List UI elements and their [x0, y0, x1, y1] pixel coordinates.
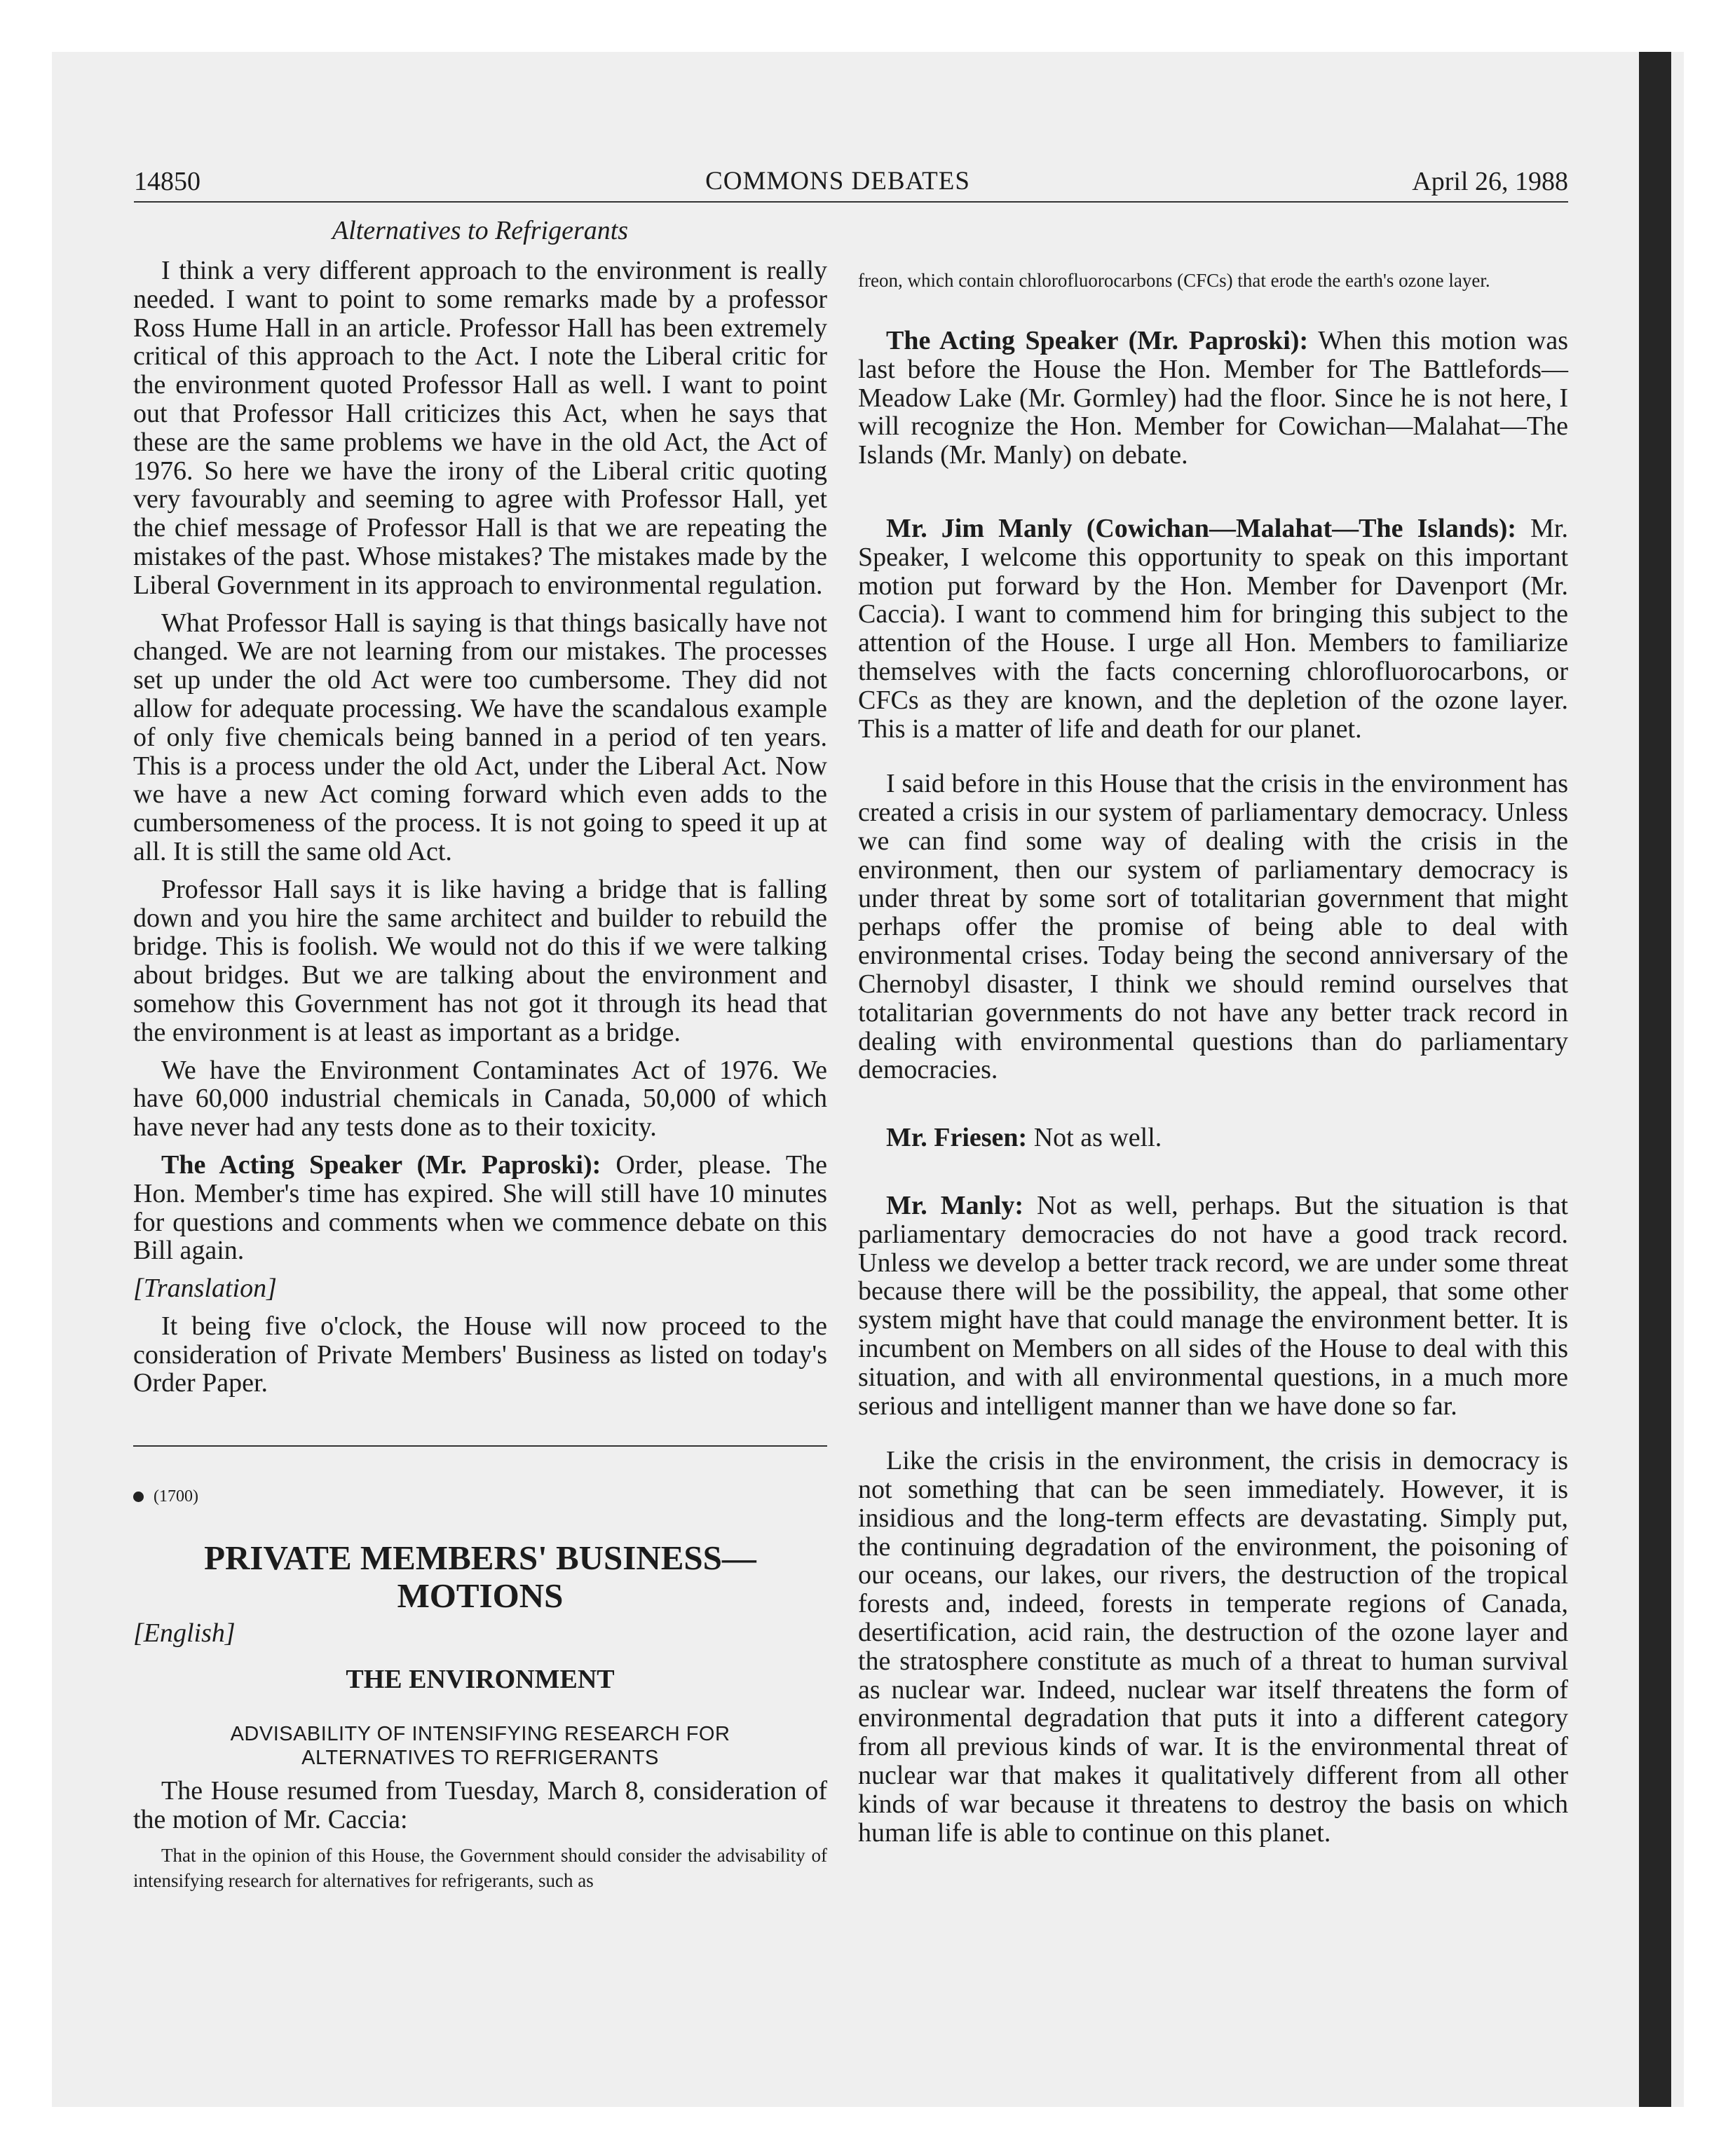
- speaker-name: The Acting Speaker (Mr. Paproski):: [886, 326, 1309, 355]
- speaker-paragraph: [133, 1151, 827, 1265]
- translation-note: [Translation]: [133, 1274, 277, 1304]
- subject-heading: THE ENVIRONMENT: [346, 1665, 615, 1695]
- section-title-cont: MOTIONS: [397, 1576, 564, 1616]
- speech-text: When this motion was last before the House the Hon. Member for The Battlefords—Meadow Lake (Mr. Gormley) had the floor. Since he is not here, I will recognize the Hon. Member for Cowichan—Malahat—The Islands (Mr. Manly) on debate.: [858, 326, 1568, 470]
- paragraph: What Professor Hall is saying is that things basically have not changed. We are not learning from our mistakes. The processes set up under the old Act were too cumbersome. They did not allow for adequate processing. We have the scandalous example of only five chemicals being banned in a period of ten years. This is a process under the old Act, under the Liberal Act. Now we have a new Act coming forward which even adds to the cumbersomeness of the process. It is not going to speed it up at all. It is still the same old Act.: [133, 608, 827, 866]
- section-title: PRIVATE MEMBERS' BUSINESS—: [204, 1538, 756, 1578]
- paragraph: Professor Hall says it is like having a bridge that is falling down and you hire the same architect and builder to rebuild the bridge. This is foolish. We would not do this if we were talking about bridges. But we are talking about the environment and somehow this Government has not got it through its head that the environment is at least as important as a bridge.: [133, 874, 827, 1047]
- speaker-name: Mr. Friesen:: [886, 1123, 1028, 1153]
- speaker-paragraph: [858, 327, 1568, 470]
- time-stamp: (1700): [154, 1487, 198, 1506]
- paragraph: The House resumed from Tuesday, March 8, consideration of the motion of Mr. Caccia:: [133, 1776, 827, 1834]
- section-divider: [133, 1445, 827, 1447]
- paragraph: I said before in this House that the crisis in the environment has created a crisis in our system of parliamentary democracy. Unless we can find some way of dealing with the crisis in the environment, then our system of parliamentary democracy is under threat by some sort of totalitarian government that might perhaps offer the promise of being able to deal with environmental crises. Today being the second anniversary of the Chernobyl disaster, I think we should remind ourselves that totalitarian governments do not have any better track record in dealing with environmental questions than do parliamentary democracies.: [858, 769, 1568, 1085]
- issue-date: April 26, 1988: [1412, 167, 1568, 196]
- paragraph: I think a very different approach to the environment is really needed. I want to point to some remarks made by a professor Ross Hume Hall in an article. Professor Hall has been extremely critical of this approach to the Act. I note the Liberal critic for the environment quoted Professor Hall as well. I want to point out that Professor Hall criticizes this Act, when he says that these are the same problems we have in the old Act, the Act of 1976. So here we have the irony of the Liberal critic quoting very favourably and seeming to agree with Professor Hall, yet the chief message of Professor Hall is that we are repeating the mistakes of the past. Whose mistakes? The mistakes made by the Liberal Government in its approach to environmental regulation.: [133, 256, 827, 600]
- page-number: 14850: [134, 167, 200, 196]
- motion-heading-cont: ALTERNATIVES TO REFRIGERANTS: [301, 1747, 659, 1770]
- motion-text: That in the opinion of this House, the Government should consider the advisability of intensifying research for alternatives for refrigerants, such as: [133, 1844, 827, 1891]
- header-rule: [134, 201, 1568, 203]
- time-marker: [133, 1486, 827, 1507]
- publication-title: COMMONS DEBATES: [705, 167, 970, 196]
- motion-heading: ADVISABILITY OF INTENSIFYING RESEARCH FOR: [230, 1723, 730, 1746]
- speaker-paragraph: [858, 514, 1568, 743]
- speaker-name: Mr. Jim Manly (Cowichan—Malahat—The Islands):: [886, 513, 1517, 543]
- running-subtitle: Alternatives to Refrigerants: [332, 216, 629, 245]
- speech-text: Not as well, perhaps. But the situation is that parliamentary democracies do not have a good track record. Unless we develop a better track record, we are under some threat because there will be the possibility, the appeal, that some other system might have that could manage the environment better. It is incumbent on Members on all sides of the House to deal with this situation, and with all environmental questions, in a much more serious and intelligent manner than we have done so far.: [858, 1190, 1568, 1421]
- speaker-name: Mr. Manly:: [886, 1190, 1023, 1220]
- language-note: [English]: [133, 1618, 236, 1649]
- speech-text: Not as well.: [1027, 1123, 1162, 1153]
- left-column: [133, 214, 827, 1893]
- speaker-name: The Acting Speaker (Mr. Paproski):: [161, 1149, 601, 1180]
- right-column: [858, 214, 1568, 1847]
- bullet-icon: [133, 1492, 144, 1502]
- speech-text: Mr. Speaker, I welcome this opportunity to speak on this important motion put forward by the Hon. Member for Davenport (Mr. Caccia). I want to commend him for bringing this subject to the attention of the House. I urge all Hon. Members to familiarize themselves with the facts concerning chlorofluorocarbons, or CFCs as they are known, and the depletion of the ozone layer. This is a matter of life and death for our planet.: [858, 513, 1568, 744]
- speaker-paragraph: [858, 1124, 1568, 1152]
- speech-text: Order, please. The Hon. Member's time has expired. She will still have 10 minutes for questions and comments when we commence debate on this Bill again.: [133, 1149, 827, 1266]
- paragraph: We have the Environment Contaminates Act of 1976. We have 60,000 industrial chemicals in Canada, 50,000 of which have never had any tests done as to their toxicity.: [133, 1055, 827, 1142]
- binding-edge: [1639, 52, 1671, 2107]
- paragraph: Like the crisis in the environment, the crisis in democracy is not something that can be seen immediately. However, it is insidious and the long-term effects are devastating. Simply put, the continuing degradation of the environment, the poisoning of our oceans, our lakes, our rivers, the destruction of the tropical forests and, indeed, forests in temperate regions of Canada, desertification, acid rain, the destruction of the ozone layer and the stratosphere constitute as much of a threat to human survival as nuclear war. Indeed, nuclear war itself threatens the form of environmental degradation that puts it into a different category from all previous kinds of war. It is the environmental threat of nuclear war that makes it qualitatively different from all other kinds of war because it threatens to destroy the basis on which human life is able to continue on this planet.: [858, 1446, 1568, 1848]
- motion-text-cont: freon, which contain chlorofluorocarbons (CFCs) that erode the earth's ozone layer.: [858, 270, 1490, 291]
- speaker-paragraph: [858, 1192, 1568, 1420]
- paragraph: It being five o'clock, the House will now proceed to the consideration of Private Members' Business as listed on today's Order Paper.: [133, 1311, 827, 1398]
